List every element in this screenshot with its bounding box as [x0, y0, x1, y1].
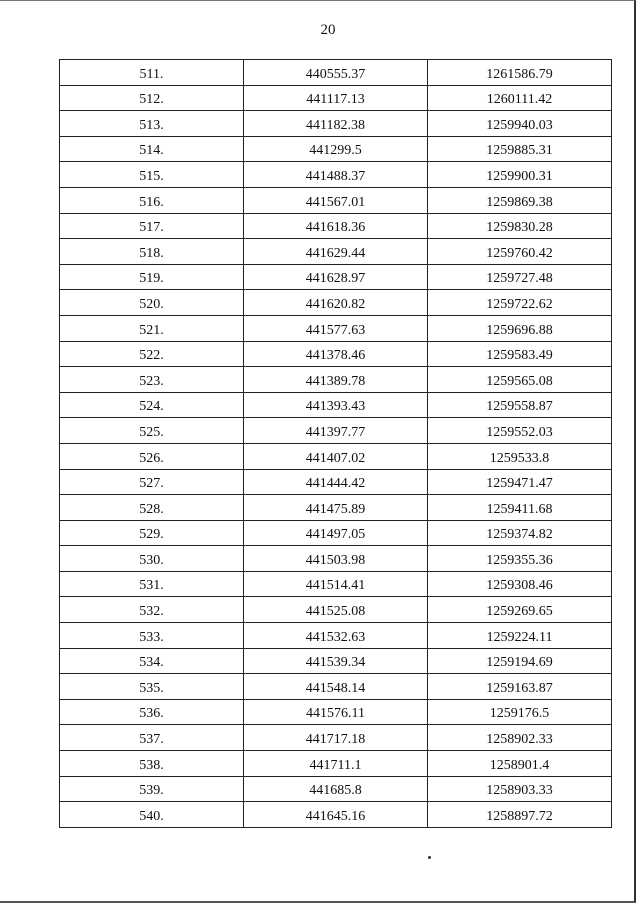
y-coordinate-cell: 1259194.69	[428, 648, 612, 674]
y-coordinate-cell: 1259355.36	[428, 546, 612, 572]
table-row	[60, 725, 612, 751]
table-row	[60, 315, 612, 341]
y-coordinate-cell: 1259176.5	[428, 699, 612, 725]
table-row	[60, 136, 612, 162]
x-coordinate-cell: 441548.14	[244, 674, 428, 700]
table-row	[60, 290, 612, 316]
point-number-cell: 524.	[60, 392, 244, 418]
x-coordinate-cell: 441618.36	[244, 213, 428, 239]
x-coordinate-cell: 441525.08	[244, 597, 428, 623]
y-coordinate-cell: 1259471.47	[428, 469, 612, 495]
y-coordinate-cell: 1259308.46	[428, 571, 612, 597]
x-coordinate-cell: 441567.01	[244, 187, 428, 213]
x-coordinate-cell: 441685.8	[244, 776, 428, 802]
y-coordinate-cell: 1259830.28	[428, 213, 612, 239]
table-row	[60, 111, 612, 137]
table-row	[60, 571, 612, 597]
x-coordinate-cell: 441628.97	[244, 264, 428, 290]
table-row	[60, 520, 612, 546]
table-row	[60, 546, 612, 572]
x-coordinate-cell: 441393.43	[244, 392, 428, 418]
point-number-cell: 526.	[60, 443, 244, 469]
y-coordinate-cell: 1259696.88	[428, 315, 612, 341]
y-coordinate-cell: 1260111.42	[428, 85, 612, 111]
point-number-cell: 540.	[60, 802, 244, 828]
y-coordinate-cell: 1259583.49	[428, 341, 612, 367]
y-coordinate-cell: 1259885.31	[428, 136, 612, 162]
x-coordinate-cell: 441407.02	[244, 443, 428, 469]
point-number-cell: 518.	[60, 239, 244, 265]
table-row	[60, 85, 612, 111]
x-coordinate-cell: 441117.13	[244, 85, 428, 111]
point-number-cell: 511.	[60, 60, 244, 86]
y-coordinate-cell: 1259269.65	[428, 597, 612, 623]
point-number-cell: 535.	[60, 674, 244, 700]
point-number-cell: 523.	[60, 367, 244, 393]
table-row	[60, 341, 612, 367]
point-number-cell: 514.	[60, 136, 244, 162]
point-number-cell: 512.	[60, 85, 244, 111]
x-coordinate-cell: 441717.18	[244, 725, 428, 751]
point-number-cell: 525.	[60, 418, 244, 444]
y-coordinate-cell: 1259869.38	[428, 187, 612, 213]
table-row	[60, 699, 612, 725]
point-number-cell: 515.	[60, 162, 244, 188]
table-row	[60, 751, 612, 777]
y-coordinate-cell: 1259374.82	[428, 520, 612, 546]
point-number-cell: 520.	[60, 290, 244, 316]
point-number-cell: 528.	[60, 495, 244, 521]
point-number-cell: 513.	[60, 111, 244, 137]
x-coordinate-cell: 441620.82	[244, 290, 428, 316]
x-coordinate-cell: 441299.5	[244, 136, 428, 162]
x-coordinate-cell: 441389.78	[244, 367, 428, 393]
table-row	[60, 187, 612, 213]
table-row	[60, 776, 612, 802]
point-number-cell: 531.	[60, 571, 244, 597]
table-row	[60, 648, 612, 674]
point-number-cell: 529.	[60, 520, 244, 546]
x-coordinate-cell: 441576.11	[244, 699, 428, 725]
x-coordinate-cell: 440555.37	[244, 60, 428, 86]
y-coordinate-cell: 1259224.11	[428, 623, 612, 649]
table-row	[60, 239, 612, 265]
x-coordinate-cell: 441182.38	[244, 111, 428, 137]
table-row	[60, 60, 612, 86]
point-number-cell: 538.	[60, 751, 244, 777]
x-coordinate-cell: 441711.1	[244, 751, 428, 777]
point-number-cell: 539.	[60, 776, 244, 802]
y-coordinate-cell: 1259727.48	[428, 264, 612, 290]
y-coordinate-cell: 1259760.42	[428, 239, 612, 265]
table-row	[60, 213, 612, 239]
x-coordinate-cell: 441645.16	[244, 802, 428, 828]
y-coordinate-cell: 1258902.33	[428, 725, 612, 751]
x-coordinate-cell: 441514.41	[244, 571, 428, 597]
x-coordinate-cell: 441444.42	[244, 469, 428, 495]
y-coordinate-cell: 1259533.8	[428, 443, 612, 469]
x-coordinate-cell: 441475.89	[244, 495, 428, 521]
table-row	[60, 674, 612, 700]
y-coordinate-cell: 1258903.33	[428, 776, 612, 802]
y-coordinate-cell: 1259565.08	[428, 367, 612, 393]
y-coordinate-cell: 1259940.03	[428, 111, 612, 137]
x-coordinate-cell: 441488.37	[244, 162, 428, 188]
y-coordinate-cell: 1259722.62	[428, 290, 612, 316]
y-coordinate-cell: 1259558.87	[428, 392, 612, 418]
point-number-cell: 517.	[60, 213, 244, 239]
table-row	[60, 597, 612, 623]
point-number-cell: 530.	[60, 546, 244, 572]
y-coordinate-cell: 1261586.79	[428, 60, 612, 86]
y-coordinate-cell: 1259552.03	[428, 418, 612, 444]
coordinates-table	[59, 59, 612, 828]
x-coordinate-cell: 441532.63	[244, 623, 428, 649]
y-coordinate-cell: 1259411.68	[428, 495, 612, 521]
x-coordinate-cell: 441629.44	[244, 239, 428, 265]
coordinates-table-body	[60, 60, 612, 828]
y-coordinate-cell: 1258901.4	[428, 751, 612, 777]
table-row	[60, 802, 612, 828]
point-number-cell: 522.	[60, 341, 244, 367]
table-row	[60, 162, 612, 188]
page-number: 20	[320, 22, 336, 38]
table-row	[60, 623, 612, 649]
x-coordinate-cell: 441378.46	[244, 341, 428, 367]
table-row	[60, 469, 612, 495]
point-number-cell: 521.	[60, 315, 244, 341]
table-row	[60, 367, 612, 393]
y-coordinate-cell: 1259900.31	[428, 162, 612, 188]
y-coordinate-cell: 1259163.87	[428, 674, 612, 700]
table-row	[60, 264, 612, 290]
point-number-cell: 516.	[60, 187, 244, 213]
x-coordinate-cell: 441397.77	[244, 418, 428, 444]
point-number-cell: 537.	[60, 725, 244, 751]
point-number-cell: 527.	[60, 469, 244, 495]
scan-speck	[428, 856, 431, 859]
point-number-cell: 534.	[60, 648, 244, 674]
point-number-cell: 519.	[60, 264, 244, 290]
table-row	[60, 418, 612, 444]
point-number-cell: 532.	[60, 597, 244, 623]
table-row	[60, 443, 612, 469]
table-row	[60, 392, 612, 418]
x-coordinate-cell: 441577.63	[244, 315, 428, 341]
x-coordinate-cell: 441497.05	[244, 520, 428, 546]
x-coordinate-cell: 441539.34	[244, 648, 428, 674]
point-number-cell: 533.	[60, 623, 244, 649]
y-coordinate-cell: 1258897.72	[428, 802, 612, 828]
point-number-cell: 536.	[60, 699, 244, 725]
table-row	[60, 495, 612, 521]
x-coordinate-cell: 441503.98	[244, 546, 428, 572]
